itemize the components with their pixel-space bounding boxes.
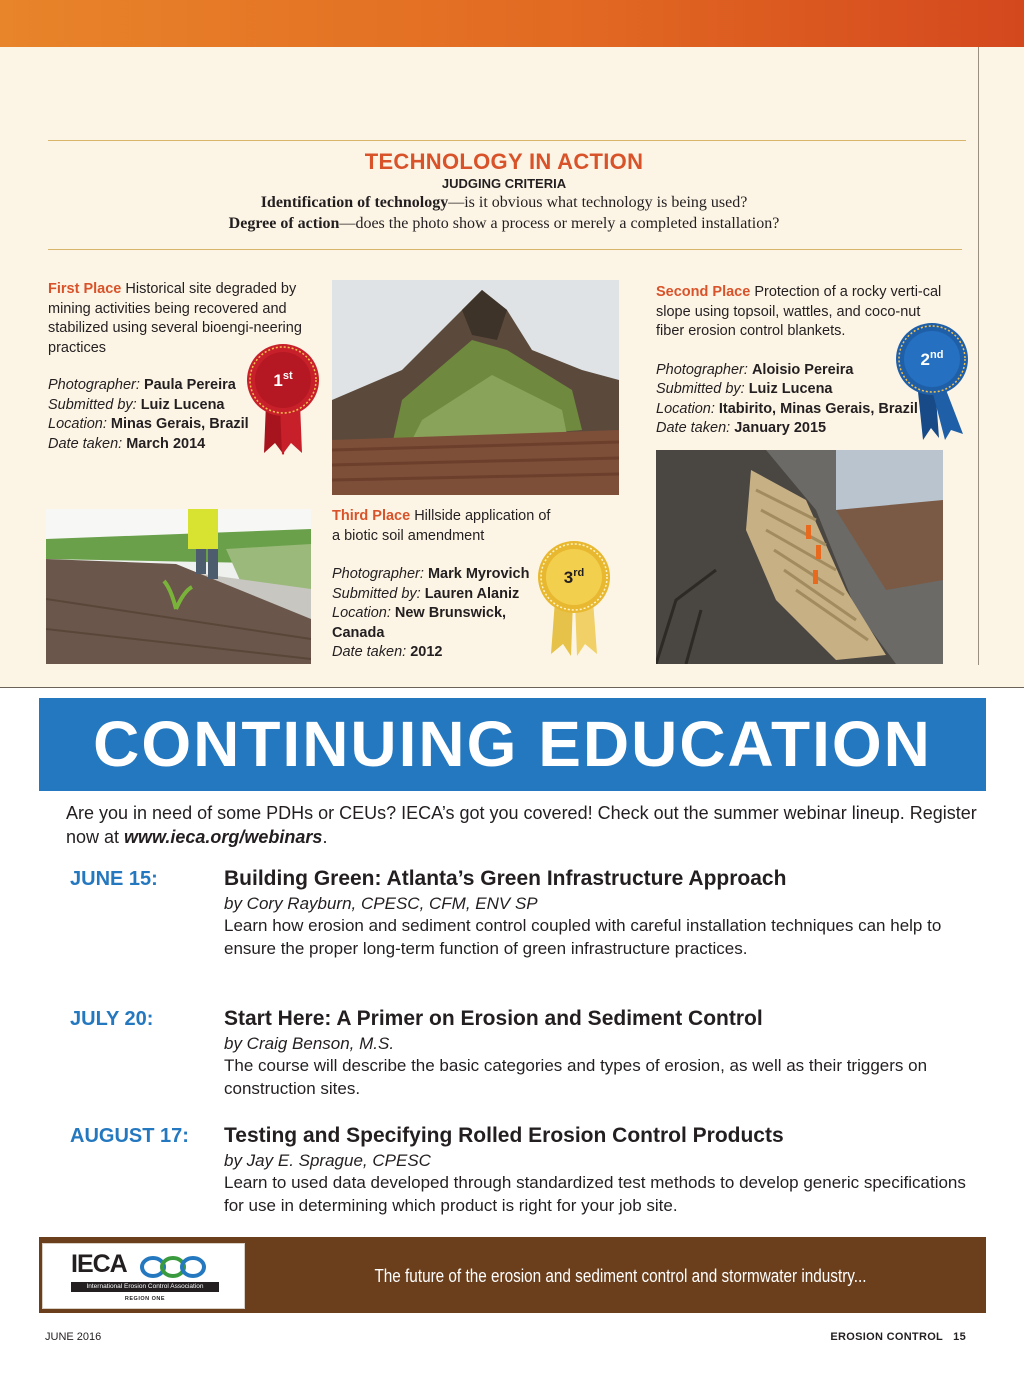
webinar-title: Testing and Specifying Rolled Erosion Control Products (224, 1124, 784, 1147)
top-accent-bar (0, 0, 1024, 47)
header-rule-top (48, 140, 966, 141)
continuing-education-banner (39, 698, 986, 791)
issue-date: JUNE 2016 (45, 1331, 102, 1343)
svg-text:3rd: 3rd (563, 567, 585, 587)
third-place-description: Third Place Hillside application of a biotic soil amendment (332, 508, 551, 544)
svg-text:1st: 1st (273, 370, 293, 390)
webinar-title: Building Green: Atlanta’s Green Infrastructure Approach (224, 867, 787, 890)
svg-text:2nd: 2nd (920, 349, 944, 369)
ieca-logo-text: IECA (71, 1250, 127, 1278)
header-rule-bottom (48, 249, 962, 250)
second-place-ribbon-icon (893, 322, 971, 442)
webinar-description: Learn to used data developed through standardized test methods to develop generic specifications for use in determining which product is right for your job site. (224, 1173, 966, 1215)
footer-tagline: The future of the erosion and sediment control and stormwater industry... (374, 1266, 867, 1286)
webinar-presenter: by Craig Benson, M.S. (224, 1034, 395, 1053)
first-place-description: First Place Historical site degraded by mining activities being recovered and stabilized using several bioengi-neering practices (48, 281, 302, 356)
webinar-date: JUNE 15: (70, 868, 158, 890)
webinar-item (224, 1122, 984, 1217)
webinar-presenter: by Cory Rayburn, CPESC, CFM, ENV SP (224, 894, 538, 913)
continuing-education-intro: Are you in need of some PDHs or CEUs? IECA’s got you covered! Check out the summer webinar lineup. Register now at www.ieca.org/webinars. (66, 803, 977, 847)
continuing-education-title: CONTINUING EDUCATION (93, 708, 932, 780)
section-divider-horizontal (0, 687, 1024, 688)
webinar-description: The course will describe the basic categories and types of erosion, as well as their triggers on construction sites. (224, 1056, 928, 1098)
webinars-link[interactable]: www.ieca.org/webinars (124, 827, 323, 847)
third-place-ribbon-icon (535, 540, 613, 658)
section-divider-vertical (978, 47, 979, 665)
second-place-description: Second Place Protection of a rocky verti-cal slope using topsoil, wattles, and coco-nut fiber erosion control blankets. (656, 284, 942, 339)
webinar-date: AUGUST 17: (70, 1125, 189, 1147)
judging-criteria-heading: JUDGING CRITERIA (441, 176, 567, 191)
second-place-credits: Photographer: Aloisio Pereira Submitted by: Luiz Lucena Location: Itabirito, Minas Gerais, Brazil Date taken: January 2015 (656, 361, 918, 436)
page-folio: EROSION CONTROL 15 (830, 1331, 966, 1343)
second-place-photo (656, 450, 943, 664)
first-place-photo (332, 280, 619, 495)
criterion-identification: Identification of technology—is it obvious what technology is being used? (260, 194, 748, 211)
first-place-ribbon-icon (244, 343, 322, 457)
third-place-photo (46, 509, 311, 664)
first-place-credits: Photographer: Paula Pereira Submitted by: Luiz Lucena Location: Minas Gerais, Brazil Date taken: March 2014 (48, 377, 249, 452)
webinar-presenter: by Jay E. Sprague, CPESC (224, 1151, 431, 1170)
third-place-entry (332, 507, 552, 663)
ieca-logo-region: REGION ONE (124, 1296, 166, 1302)
ieca-logo-rings-icon (139, 1254, 217, 1280)
webinar-item (224, 865, 984, 960)
section-title: TECHNOLOGY IN ACTION (364, 149, 644, 174)
webinar-date: JULY 20: (70, 1008, 154, 1030)
ieca-logo (42, 1243, 245, 1309)
webinar-item (224, 1005, 984, 1100)
criterion-degree-of-action: Degree of action—does the photo show a process or merely a completed installation? (228, 215, 780, 232)
webinar-title: Start Here: A Primer on Erosion and Sediment Control (224, 1007, 763, 1030)
webinar-description: Learn how erosion and sediment control coupled with careful installation techniques can help to ensure the proper long-term function of green infrastructure practices. (224, 916, 942, 958)
third-place-credits: Photographer: Mark Myrovich Submitted by: Lauren Alaniz Location: New Brunswick, Canada Date taken: 2012 (332, 566, 530, 660)
ieca-logo-fullname: International Erosion Control Association (71, 1282, 219, 1292)
